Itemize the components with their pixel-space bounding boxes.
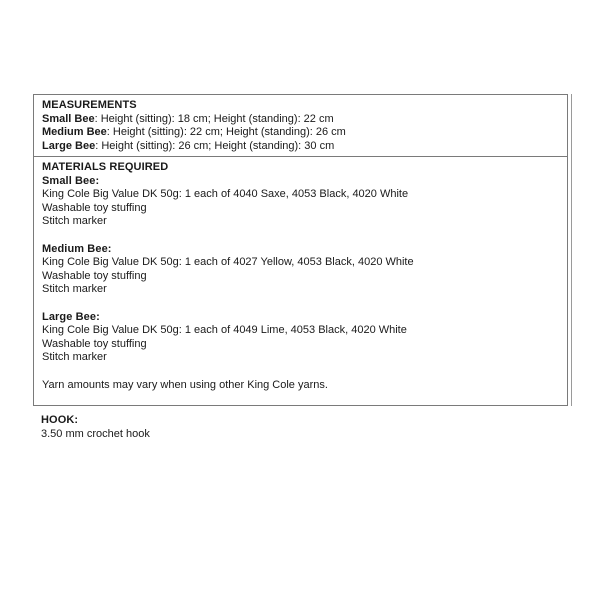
group-title: Large Bee: bbox=[42, 310, 100, 323]
measurement-text: : Height (sitting): 26 cm; Height (standing): 30 cm bbox=[95, 139, 335, 152]
materials-group-large bbox=[42, 311, 559, 365]
measurement-row-medium bbox=[42, 126, 559, 140]
list-item: Washable toy stuffing bbox=[42, 201, 147, 214]
group-title: Small Bee: bbox=[42, 174, 100, 187]
measurement-row-small bbox=[42, 113, 559, 127]
list-item: Stitch marker bbox=[42, 215, 107, 228]
right-border-line bbox=[571, 94, 572, 406]
list-item: Washable toy stuffing bbox=[42, 269, 147, 282]
list-item: Washable toy stuffing bbox=[42, 337, 147, 350]
measurement-label: Small Bee bbox=[42, 112, 95, 125]
materials-group-small bbox=[42, 175, 559, 229]
measurement-text: : Height (sitting): 22 cm; Height (standing): 26 cm bbox=[106, 126, 346, 139]
measurement-row-large bbox=[42, 140, 559, 154]
measurement-label: Medium Bee bbox=[42, 126, 107, 139]
hook-section bbox=[41, 414, 150, 441]
materials-section bbox=[33, 157, 568, 406]
hook-heading: HOOK: bbox=[41, 414, 79, 426]
list-item: Stitch marker bbox=[42, 351, 107, 364]
yarn-note: Yarn amounts may vary when using other King Cole yarns. bbox=[42, 378, 328, 391]
materials-group-medium bbox=[42, 243, 559, 297]
measurement-label: Large Bee bbox=[42, 139, 96, 152]
group-title: Medium Bee: bbox=[42, 242, 112, 255]
measurement-text: : Height (sitting): 18 cm; Height (standing): 22 cm bbox=[94, 112, 334, 125]
measurements-heading: MEASUREMENTS bbox=[42, 99, 137, 111]
list-item: King Cole Big Value DK 50g: 1 each of 4027 Yellow, 4053 Black, 4020 White bbox=[42, 256, 414, 269]
list-item: King Cole Big Value DK 50g: 1 each of 4049 Lime, 4053 Black, 4020 White bbox=[42, 324, 407, 337]
materials-heading: MATERIALS REQUIRED bbox=[42, 161, 169, 173]
measurements-section bbox=[33, 94, 568, 157]
list-item: Stitch marker bbox=[42, 283, 107, 296]
list-item: King Cole Big Value DK 50g: 1 each of 4040 Saxe, 4053 Black, 4020 White bbox=[42, 188, 409, 201]
hook-text: 3.50 mm crochet hook bbox=[41, 427, 150, 440]
